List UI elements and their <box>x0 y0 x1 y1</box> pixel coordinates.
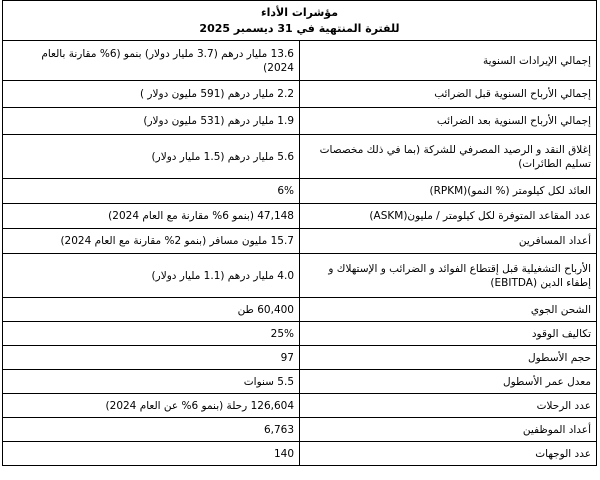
row-value: 2.2 مليار درهم (591 مليون دولار ) <box>3 81 300 108</box>
table-row <box>3 322 597 346</box>
row-label: عدد الرحلات <box>300 394 597 418</box>
table-row <box>3 298 597 322</box>
table-row <box>3 204 597 229</box>
row-value: 140 <box>3 442 300 466</box>
row-label: عدد المقاعد المتوفرة لكل كيلومتر / مليون(ASKM) <box>300 204 597 229</box>
title-line-2: للفترة المنتهية في 31 ديسمبر 2025 <box>199 21 400 35</box>
table-row <box>3 108 597 135</box>
row-label: إجمالي الأرباح السنوية بعد الضرائب <box>300 108 597 135</box>
row-label: أعداد المسافرين <box>300 229 597 254</box>
row-value: 47,148 (بنمو 6% مقارنة مع العام 2024) <box>3 204 300 229</box>
table-row <box>3 370 597 394</box>
row-value: 6,763 <box>3 418 300 442</box>
table-row <box>3 41 597 81</box>
row-value: 13.6 مليار درهم (3.7 مليار دولار) بنمو (6% مقارنة بالعام 2024) <box>3 41 300 81</box>
row-value: 5.6 مليار درهم (1.5 مليار دولار) <box>3 135 300 179</box>
title-row <box>3 1 597 41</box>
performance-indicators-document <box>2 0 597 466</box>
row-value: 25% <box>3 322 300 346</box>
row-label: العائد لكل كيلومتر (% النمو)(RPKM) <box>300 179 597 204</box>
row-label: إجمالي الإيرادات السنوية <box>300 41 597 81</box>
performance-table <box>2 0 597 466</box>
row-label: أعداد الموظفين <box>300 418 597 442</box>
row-value: 4.0 مليار درهم (1.1 مليار دولار) <box>3 254 300 298</box>
title-line-1: مؤشرات الأداء <box>260 5 339 19</box>
table-row <box>3 346 597 370</box>
row-value: 60,400 طن <box>3 298 300 322</box>
table-row <box>3 81 597 108</box>
table-row <box>3 179 597 204</box>
table-row <box>3 135 597 179</box>
row-label: إغلاق النقد و الرصيد المصرفي للشركة (بما في ذلك مخصصات تسليم الطائرات) <box>300 135 597 179</box>
row-label: تكاليف الوقود <box>300 322 597 346</box>
row-value: 126,604 رحلة (بنمو 6% عن العام 2024) <box>3 394 300 418</box>
row-label: معدل عمر الأسطول <box>300 370 597 394</box>
row-value: 5.5 سنوات <box>3 370 300 394</box>
table-title <box>3 1 597 41</box>
table-row <box>3 394 597 418</box>
row-label: الأرباح التشغيلية قبل إقتطاع الفوائد و الضرائب و الإستهلاك و إطفاء الدين (EBITDA) <box>300 254 597 298</box>
row-label: حجم الأسطول <box>300 346 597 370</box>
row-label: عدد الوجهات <box>300 442 597 466</box>
row-value: 15.7 مليون مسافر (بنمو 2% مقارنة مع العام 2024) <box>3 229 300 254</box>
row-value: 97 <box>3 346 300 370</box>
table-row <box>3 254 597 298</box>
row-label: إجمالي الأرباح السنوية قبل الضرائب <box>300 81 597 108</box>
row-label: الشحن الجوي <box>300 298 597 322</box>
table-row <box>3 442 597 466</box>
row-value: 1.9 مليار درهم (531 مليون دولار) <box>3 108 300 135</box>
table-row <box>3 229 597 254</box>
row-value: 6% <box>3 179 300 204</box>
table-row <box>3 418 597 442</box>
